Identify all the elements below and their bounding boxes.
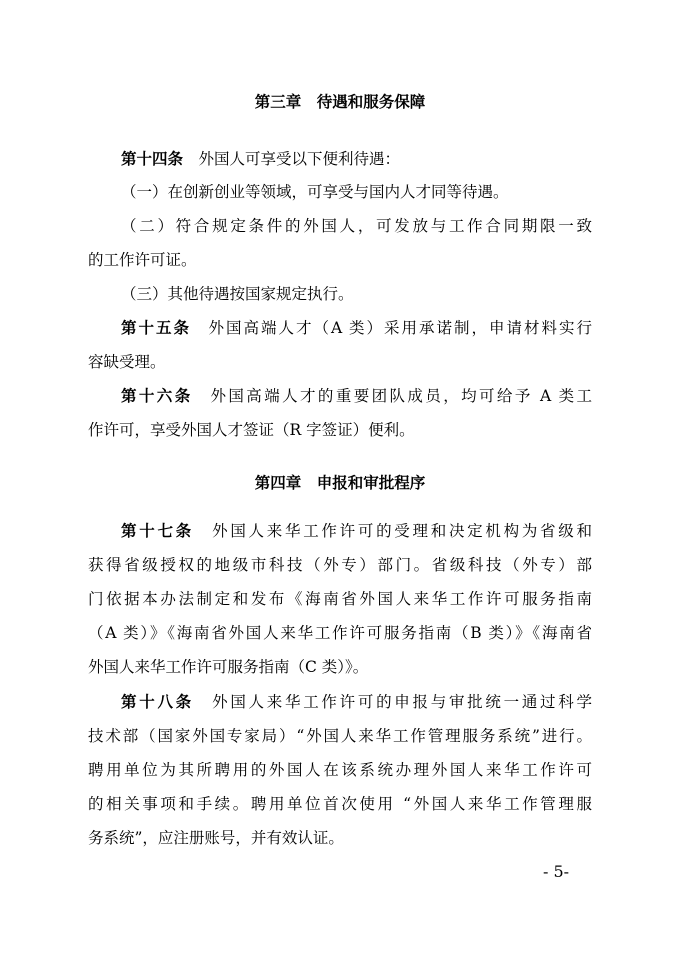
article-17-line-3: 门依据本办法制定和发布《海南省外国人来华工作许可服务指南 — [88, 590, 592, 608]
article-18-line-4: 的相关事项和手续。聘用单位首次使用 “外国人来华工作管理服 — [88, 795, 592, 813]
article-15-line-1: 第十五条 外国高端人才（A 类）采用承诺制，申请材料实行 — [121, 319, 592, 337]
page-number: - 5- — [543, 862, 570, 881]
article-16-heading: 第十六条 — [121, 387, 193, 405]
article-15-line-2: 容缺受理。 — [88, 353, 166, 371]
article-16-line-1: 第十六条 外国高端人才的重要团队成员，均可给予 A 类工 — [121, 387, 592, 405]
article-17-line-5: 外国人来华工作许可服务指南（C 类）》。 — [88, 658, 369, 676]
article-14-line-1: 第十四条 外国人可享受以下便利待遇： — [121, 150, 401, 168]
article-18-line-3: 聘用单位为其所聘用的外国人在该系统办理外国人来华工作许可 — [88, 761, 592, 779]
article-17-heading: 第十七条 — [121, 522, 194, 540]
article-14-item-2-line-2: 的工作许可证。 — [88, 251, 197, 269]
article-18-heading: 第十八条 — [121, 693, 194, 711]
article-18-line-1: 第十八条 外国人来华工作许可的申报与审批统一通过科学 — [121, 693, 592, 711]
chapter-3-title: 第三章 待遇和服务保障 — [254, 93, 426, 111]
article-17-line-2: 获得省级授权的地级市科技（外专）部门。省级科技（外专）部 — [88, 556, 592, 574]
article-14-item-1: （一）在创新创业等领域，可享受与国内人才同等待遇。 — [121, 183, 509, 201]
article-18-line-2: 技术部（国家外国专家局）“外国人来华工作管理服务系统”进行。 — [88, 727, 592, 745]
article-16-line-2: 作许可，享受外国人才签证（R 字签证）便利。 — [88, 421, 415, 439]
chapter-4-title: 第四章 申报和审批程序 — [254, 474, 426, 492]
article-17-line-4: （A 类）》《海南省外国人来华工作许可服务指南（B 类）》《海南省 — [88, 624, 592, 642]
article-17-line-1: 第十七条 外国人来华工作许可的受理和决定机构为省级和 — [121, 522, 592, 540]
article-14-item-3: （三）其他待遇按国家规定执行。 — [121, 285, 354, 303]
article-14-item-2-line-1: （二）符合规定条件的外国人，可发放与工作合同期限一致 — [121, 217, 592, 235]
article-18-line-5: 务系统”，应注册账号，并有效认证。 — [88, 829, 344, 847]
article-14-heading: 第十四条 — [121, 150, 184, 168]
article-15-heading: 第十五条 — [121, 319, 191, 337]
